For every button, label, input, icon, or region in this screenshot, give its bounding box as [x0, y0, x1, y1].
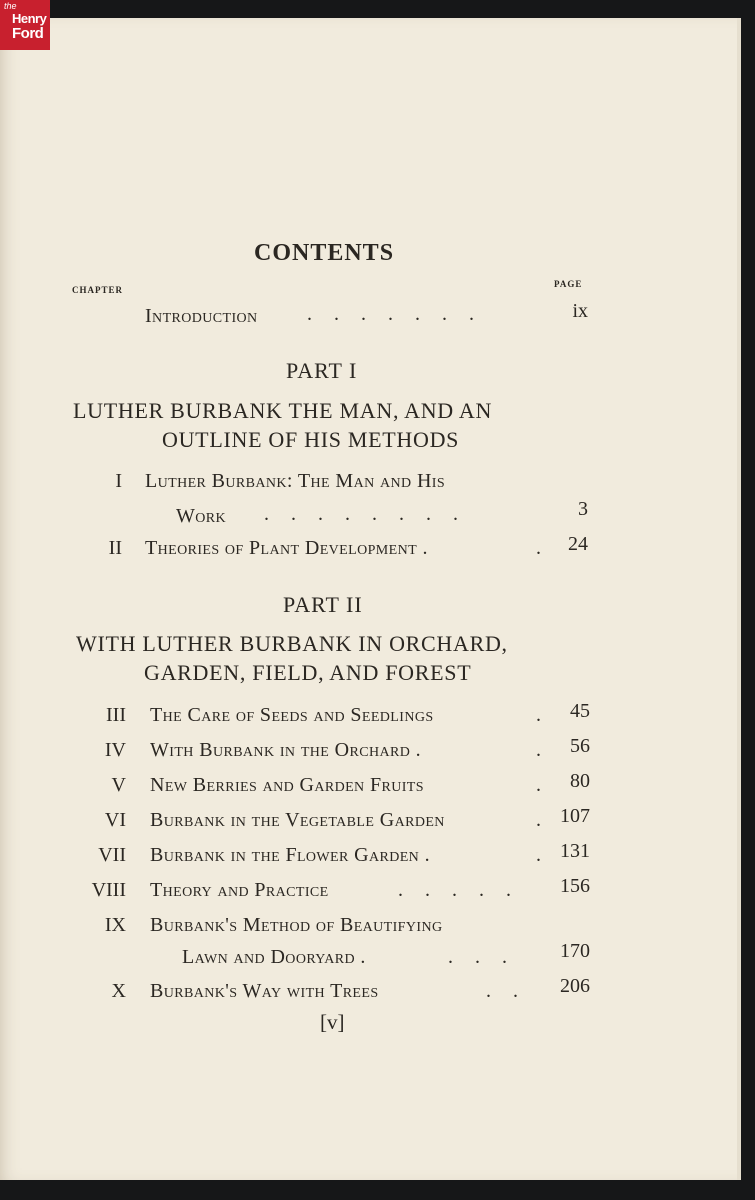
chapter-title: Luther Burbank: The Man and His: [145, 470, 446, 492]
chapter-title: Burbank's Way with Trees: [150, 980, 379, 1002]
chapter-page: 56: [570, 735, 590, 757]
chapter-num: III: [106, 704, 126, 726]
leader-dots: .: [536, 844, 563, 866]
page-folio: [v]: [320, 1010, 345, 1034]
chapter-num: V: [111, 774, 126, 796]
chapter-title-cont: Lawn and Dooryard .: [182, 946, 366, 968]
chapter-title: With Burbank in the Orchard .: [150, 739, 422, 761]
part2-title-line2: GARDEN, FIELD, AND FOREST: [144, 660, 472, 685]
part1-title-line2: OUTLINE OF HIS METHODS: [162, 427, 460, 452]
chapter-num: VIII: [91, 879, 126, 901]
chapter-page: 156: [560, 875, 590, 897]
part2-title-line1: WITH LUTHER BURBANK IN ORCHARD,: [76, 631, 508, 656]
chapter-page: 24: [568, 533, 588, 555]
leader-dots: .: [536, 739, 563, 761]
part1-label: PART I: [286, 358, 358, 383]
chapter-title-cont: Work: [176, 505, 227, 527]
chapter-num: IX: [104, 914, 126, 936]
page-column-label: PAGE: [554, 279, 583, 289]
leader-dots: .....: [398, 879, 533, 901]
intro-leader-dots: .......: [307, 303, 496, 325]
chapter-page: 131: [560, 840, 590, 862]
leader-dots: ........: [264, 503, 480, 525]
chapter-num: I: [115, 470, 122, 492]
chapter-title: New Berries and Garden Fruits: [150, 774, 424, 796]
chapter-title: Theories of Plant Development .: [145, 537, 428, 559]
chapter-page: 170: [560, 940, 590, 962]
chapter-page: 206: [560, 975, 590, 997]
logo-line1: Henry: [12, 11, 47, 26]
chapter-num: VI: [104, 809, 126, 831]
chapter-title: The Care of Seeds and Seedlings: [150, 704, 434, 726]
henry-ford-logo: [0, 0, 50, 50]
chapter-num: VII: [98, 844, 126, 866]
chapter-num: X: [111, 980, 126, 1002]
intro-page: ix: [572, 300, 588, 322]
chapter-title: Burbank's Method of Beautifying: [150, 914, 443, 936]
part2-label: PART II: [283, 592, 363, 617]
chapter-num: IV: [104, 739, 126, 761]
chapter-title: Burbank in the Vegetable Garden: [150, 809, 445, 831]
chapter-page: 3: [578, 498, 588, 520]
chapter-page: 45: [570, 700, 590, 722]
leader-dots: ...: [448, 946, 529, 968]
leader-dots: ..: [486, 980, 540, 1002]
logo-the: the: [4, 1, 17, 11]
chapter-num: II: [108, 537, 122, 559]
contents-heading: CONTENTS: [254, 240, 395, 266]
leader-dots: .: [536, 537, 563, 559]
leader-dots: .: [536, 809, 563, 831]
logo-line2: Ford: [12, 25, 44, 42]
chapter-title: Theory and Practice: [150, 879, 329, 901]
leader-dots: .: [536, 774, 563, 796]
leader-dots: .: [536, 704, 563, 726]
intro-title: Introduction: [145, 305, 258, 327]
chapter-column-label: CHAPTER: [72, 285, 124, 295]
book-page: [0, 18, 741, 1180]
chapter-page: 80: [570, 770, 590, 792]
part1-title-line1: LUTHER BURBANK THE MAN, AND AN: [73, 398, 493, 423]
chapter-page: 107: [560, 805, 590, 827]
chapter-title: Burbank in the Flower Garden .: [150, 844, 430, 866]
